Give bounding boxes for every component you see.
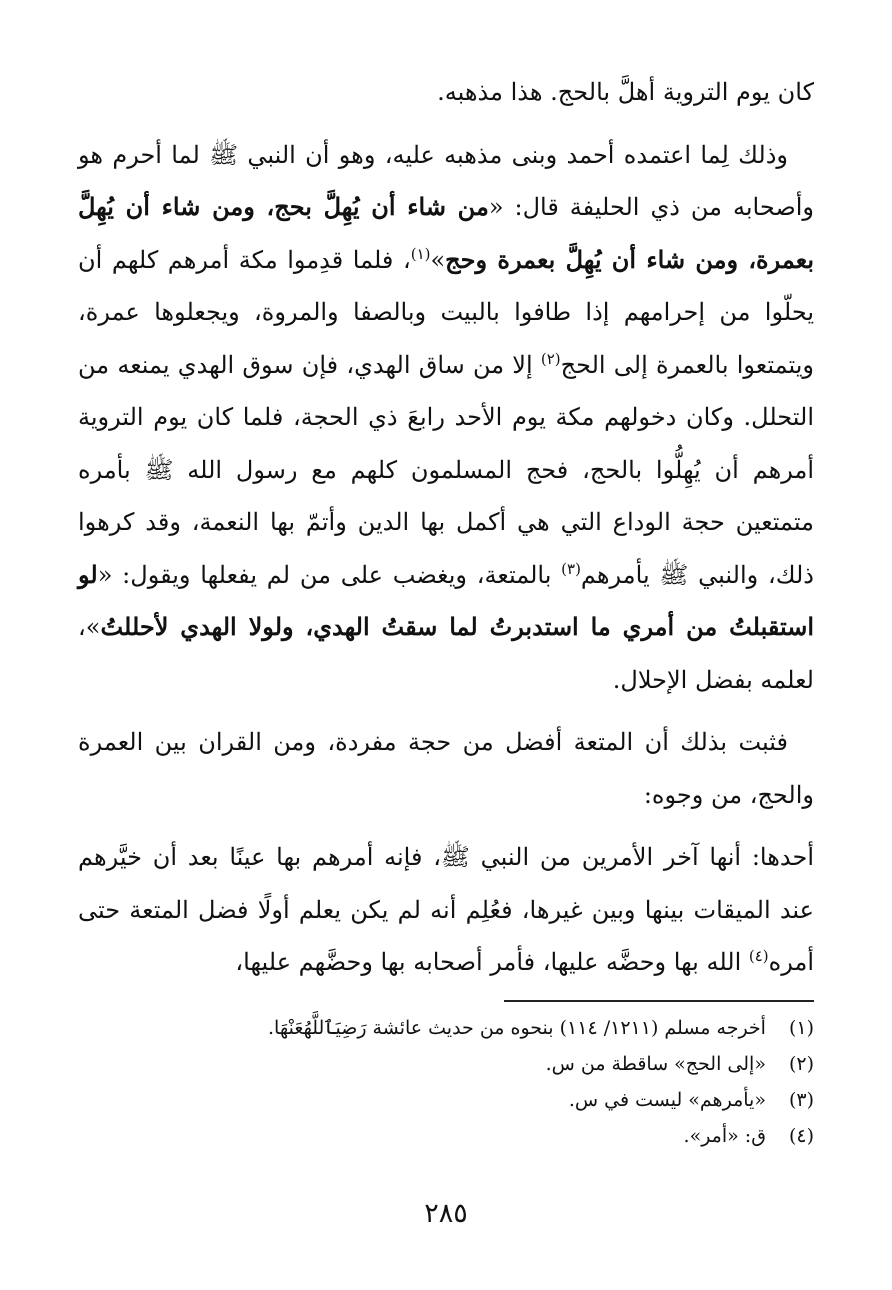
text-run: » [430, 245, 446, 274]
footnote-marker: (٤) [748, 947, 769, 965]
page-number: ٢٨٥ [424, 1198, 468, 1229]
paragraph-ahmad-reasoning [78, 129, 814, 707]
bold-quote: لو استقبلتُ من أمري ما استدبرتُ لما سقتُ الهدي، ولولا الهدي لأحللتُ [78, 559, 814, 641]
paragraph-first-reason [78, 831, 814, 989]
footnote-text: ق: «أمر». [683, 1125, 766, 1147]
footnote-marker: (١) [410, 244, 431, 263]
text-run: وذلك لِما اعتمده أحمد وبنى مذهبه عليه، وهو أن النبي ﷺ لما أحرم هو وأصحابه من ذي الحليفة قال: « [78, 140, 814, 221]
footnote-number: (٣) [788, 1089, 814, 1111]
text-run: إلا من ساق الهدي، فإن سوق الهدي يمنعه من التحلل. وكان دخولهم مكة يوم الأحد رابعَ ذي الحجة، فلما كان يوم التروية أمرهم أن يُهِلُّوا بالحج، فحج المسلمون كلهم مع رسول الله ﷺ بأمره متمتعين حجة الوداع التي هي أكمل بها الدين وأتمّ بها النعمة، وقد كرهوا ذلك، والنبي ﷺ يأمرهم [78, 350, 814, 589]
paragraph-continuation [78, 66, 814, 119]
footnote-3 [78, 1082, 814, 1118]
bold-quote: من شاء أن يُهِلَّ بحج، ومن شاء أن يُهِلَّ بعمرة، ومن شاء أن يُهِلَّ بعمرة وحج [78, 192, 815, 274]
footnote-1 [78, 1010, 814, 1046]
footnote-marker: (٣) [561, 559, 581, 578]
text-run: بالمتعة، ويغضب على من لم يفعلها ويقول: « [97, 560, 562, 589]
footnote-text: أخرجه مسلم (١٢١١/ ١١٤) بنحوه من حديث عائشة رَضِيَٱللَّهُعَنْهَا. [268, 1017, 766, 1039]
footnote-text: «يأمرهم» ليست في س. [568, 1089, 766, 1111]
footnote-marker: (٢) [540, 349, 561, 368]
main-text [78, 66, 814, 989]
text-run: كان يوم التروية أهلَّ بالحج. هذا مذهبه. [437, 78, 814, 106]
footnote-separator [504, 1000, 814, 1002]
footnote-2 [78, 1046, 814, 1082]
text-run: الله بها وحضَّه عليها، فأمر أصحابه بها وحضَّهم عليها، [235, 948, 749, 976]
footnote-number: (٤) [788, 1125, 814, 1147]
footnote-text: «إلى الحج» ساقطة من س. [545, 1053, 766, 1075]
text-run: ، فلما قدِموا مكة أمرهم كلهم أن يحلّوا من إحرامهم إذا طافوا بالبيت وبالصفا والمروة، ويجعلوها عمرة، ويتمتعوا بالعمرة إلى الحج [78, 245, 815, 379]
footnote-4 [78, 1118, 814, 1154]
text-run: فثبت بذلك أن المتعة أفضل من حجة مفردة، ومن القران بين العمرة والحج، من وجوه: [78, 728, 814, 809]
footnote-number: (٢) [788, 1053, 814, 1075]
text-run: أحدها: أنها آخر الأمرين من النبي ﷺ، فإنه أمرهم بها عينًا بعد أن خيَّرهم عند الميقات بينها وبين غيرها، فعُلِم أنه لم يكن يعلم أولًا فضل المتعة حتى أمره [78, 843, 814, 976]
paragraph-conclusion [78, 716, 814, 821]
footnotes [78, 1010, 814, 1154]
footnote-number: (١) [788, 1017, 814, 1039]
text-run: »، لعلمه بفضل الإحلال. [78, 613, 814, 694]
